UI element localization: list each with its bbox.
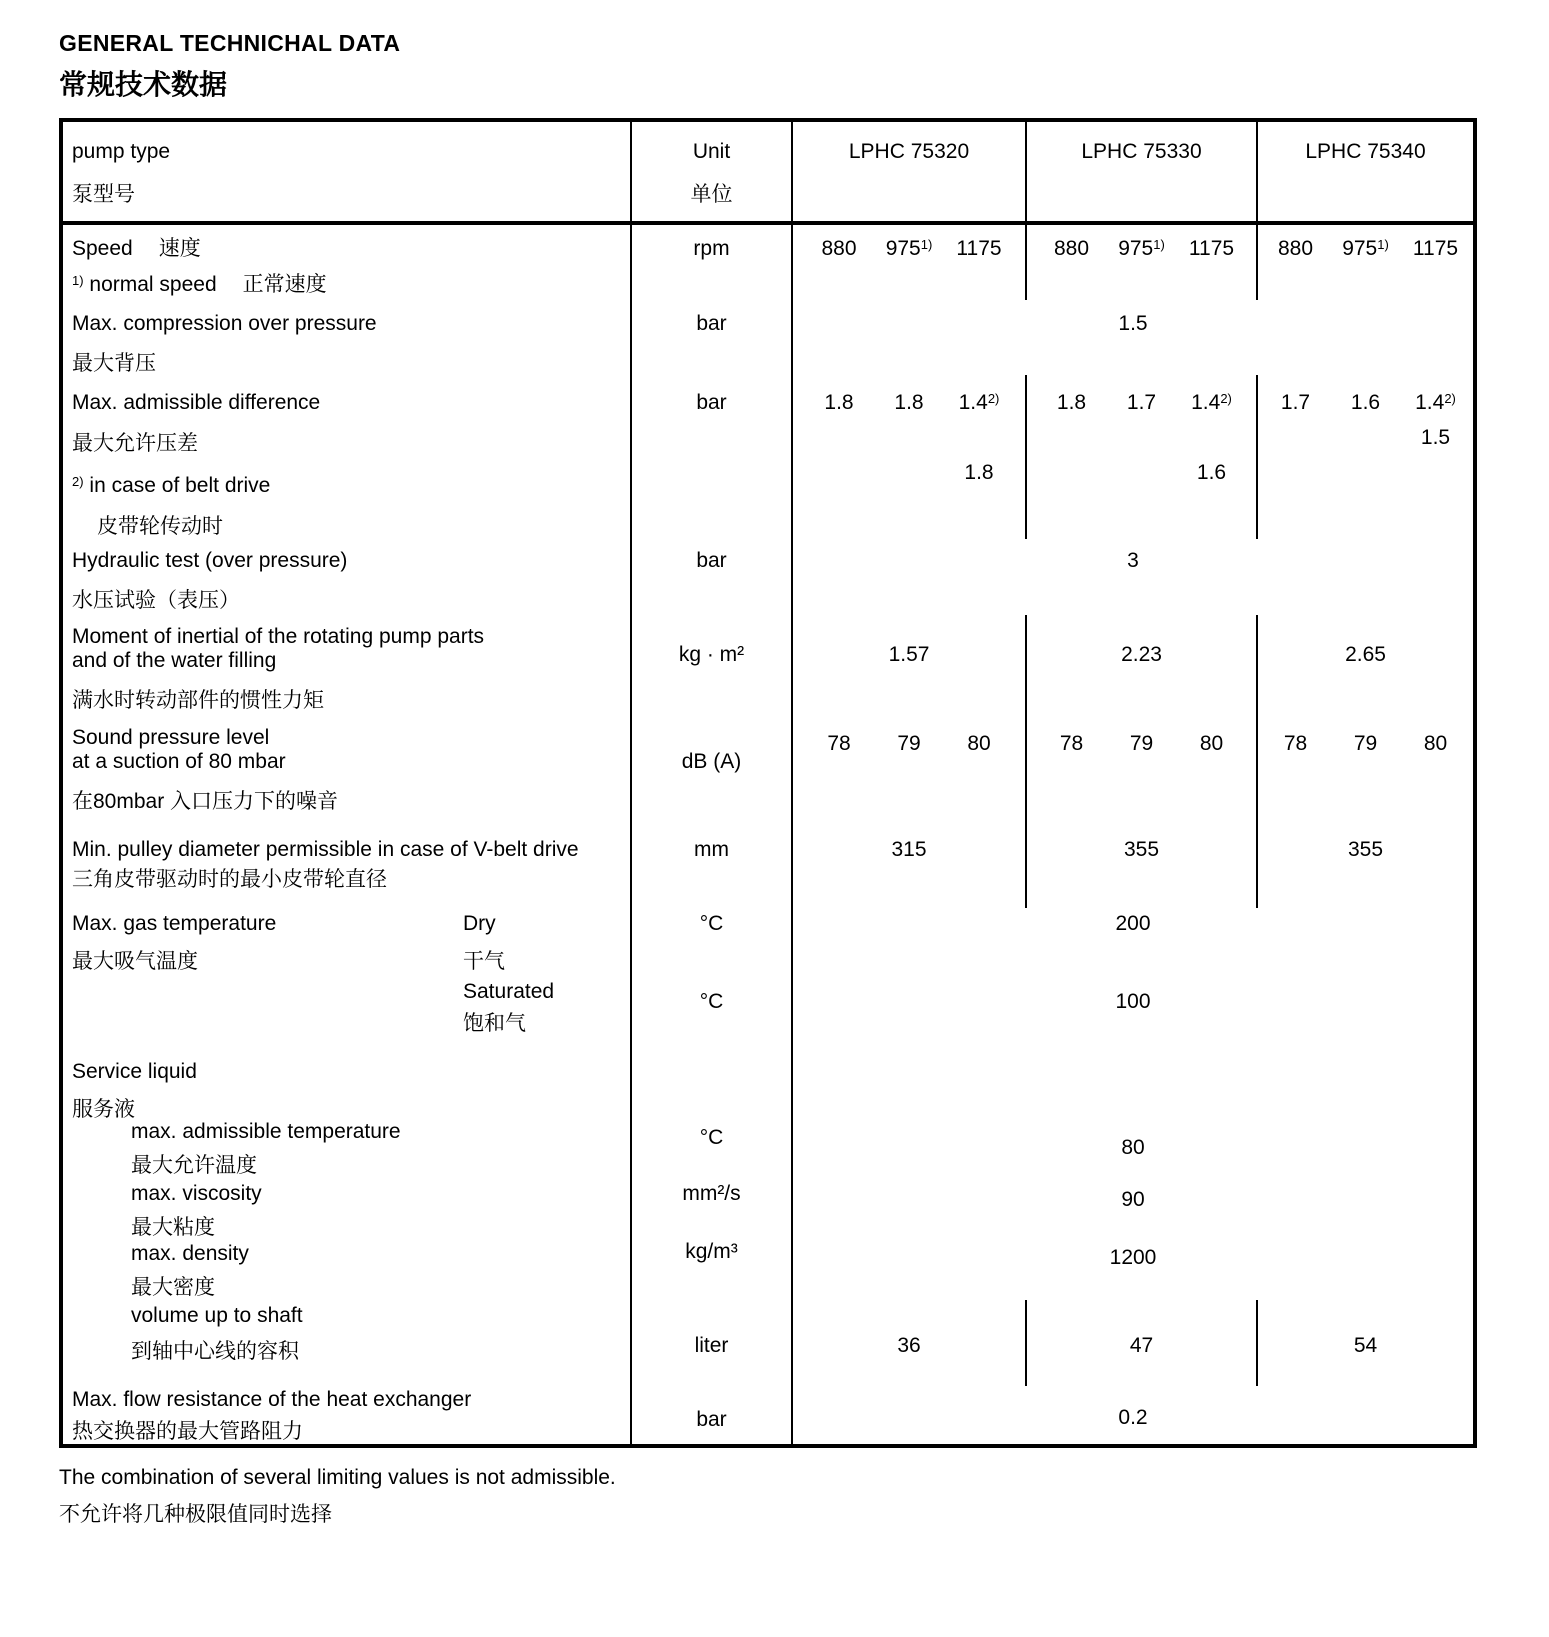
difference-value: 1.8 [1056, 391, 1087, 414]
header-model-3: LPHC 75340 [1256, 122, 1473, 221]
empty-slot [1268, 426, 1324, 450]
sound-value: 79 [1129, 732, 1154, 755]
difference-belt-line [1258, 426, 1473, 450]
speed-label-cell [63, 225, 632, 300]
service-viscosity-label-en: max. viscosity [131, 1182, 262, 1205]
empty-slot [1114, 461, 1170, 485]
sound-value: 79 [1353, 732, 1378, 755]
volume-unit: liter [632, 1300, 793, 1386]
gas-saturated-unit: °C [632, 976, 793, 1052]
difference-triple [1027, 391, 1256, 415]
service-liquid-label-en: Service liquid [72, 1060, 197, 1083]
speed-footnote-en: normal speed [89, 273, 217, 296]
row-hydraulic [63, 535, 1473, 615]
footnote-2-marker: 2) [987, 391, 1000, 406]
row-service-density [63, 1240, 1473, 1300]
compression-label-en: Max. compression over pressure [72, 312, 377, 335]
footer-note-en: The combination of several limiting values is not admissible. [59, 1466, 616, 1489]
difference-value: 1.4 [1191, 391, 1221, 414]
footnote-2-marker: 2) [72, 474, 84, 489]
flow-resistance-value: 0.2 [1118, 1406, 1148, 1429]
gas-dry-label-cell [63, 908, 632, 976]
belt-drive-value: 1.6 [1196, 461, 1227, 484]
pulley-label-cell [63, 820, 632, 908]
page-title-en: GENERAL TECHNICHAL DATA [59, 30, 401, 56]
footer-note-zh: 不允许将几种极限值同时选择 [59, 1503, 332, 1526]
row-flow-resistance [63, 1386, 1473, 1444]
difference-footnote-en: in case of belt drive [89, 474, 271, 497]
difference-value: 1.8 [824, 391, 854, 414]
difference-footnote-zh: 皮带轮传动时 [97, 515, 223, 538]
difference-values-75320 [793, 375, 1025, 539]
volume-value-75330: 47 [1025, 1300, 1256, 1386]
pump-type-label-en: pump type [72, 140, 171, 163]
speed-footnote-line [72, 273, 624, 297]
compression-value: 1.5 [1118, 312, 1148, 335]
row-service-liquid [63, 1052, 1473, 1121]
header-pump-type-cell [63, 122, 632, 221]
gas-temp-label-en: Max. gas temperature [72, 912, 277, 935]
inertia-label-zh: 满水时转动部件的惯性力矩 [72, 689, 324, 712]
row-inertia [63, 615, 1473, 720]
row-gas-dry [63, 908, 1473, 976]
speed-value: 880 [1053, 237, 1090, 260]
sound-triple [1027, 732, 1256, 756]
speed-unit: rpm [632, 225, 793, 300]
row-compression [63, 300, 1473, 375]
service-viscosity-label-zh: 最大粘度 [131, 1216, 215, 1239]
row-service-viscosity [63, 1180, 1473, 1240]
volume-label-zh: 到轴中心线的容积 [131, 1340, 299, 1363]
service-temperature-label-zh: 最大允许温度 [131, 1154, 257, 1177]
sound-value: 78 [827, 732, 851, 755]
difference-value-belt [1184, 391, 1240, 415]
header-model-1: LPHC 75320 [848, 140, 970, 163]
volume-value-75340: 54 [1256, 1300, 1473, 1386]
difference-belt-line [793, 461, 1025, 485]
volume-label-en: volume up to shaft [131, 1304, 303, 1327]
compression-label-zh: 最大背压 [72, 352, 156, 375]
service-liquid-label-cell [63, 1052, 632, 1122]
pulley-value-75330: 355 [1025, 820, 1256, 908]
gas-temp-label-zh: 最大吸气温度 [72, 950, 198, 973]
speed-value-normal [1338, 237, 1394, 261]
footnote-1-marker: 1) [72, 273, 84, 288]
speed-value: 880 [821, 237, 857, 260]
empty-slot [881, 461, 937, 485]
service-density-label-zh: 最大密度 [131, 1276, 215, 1299]
hydraulic-label-cell [63, 535, 632, 615]
footnote-1-marker: 1) [1153, 237, 1165, 252]
empty-slot [811, 461, 867, 485]
speed-values-75340 [1256, 225, 1473, 300]
sound-values-75320 [793, 720, 1025, 820]
sound-label-en2: at a suction of 80 mbar [72, 750, 286, 773]
pulley-label-zh: 三角皮带驱动时的最小皮带轮直径 [72, 868, 387, 891]
sound-value: 78 [1283, 732, 1308, 755]
flow-resistance-label-en: Max. flow resistance of the heat exchanger [72, 1388, 472, 1411]
inertia-unit: kg · m² [632, 615, 793, 720]
footer-note [59, 1466, 616, 1527]
belt-drive-value: 1.5 [1420, 426, 1451, 449]
speed-value-normal [881, 237, 937, 261]
pulley-value-75320: 315 [891, 838, 927, 861]
sound-value: 78 [1059, 732, 1084, 755]
inertia-value-75330: 2.23 [1025, 615, 1256, 720]
hydraulic-label-en: Hydraulic test (over pressure) [72, 549, 348, 572]
sound-label-cell [63, 720, 632, 820]
sound-values-75330 [1025, 720, 1256, 820]
gas-dry-value: 200 [1115, 912, 1151, 935]
speed-triple [1258, 237, 1473, 261]
volume-label-cell [63, 1300, 632, 1386]
inertia-label-en1: Moment of inertial of the rotating pump parts [72, 625, 485, 648]
speed-label-line [72, 237, 624, 261]
service-temperature-label-cell [63, 1118, 632, 1180]
difference-belt-line [1027, 461, 1256, 485]
speed-value: 880 [1277, 237, 1314, 260]
difference-value-belt [951, 391, 1007, 415]
difference-value: 1.4 [1415, 391, 1445, 414]
gas-saturated-sublabel [463, 976, 554, 1036]
row-pulley [63, 820, 1473, 908]
gas-dry-unit: °C [632, 908, 793, 976]
gas-dry-sublabel [463, 908, 505, 974]
unit-label-en: Unit [692, 140, 731, 163]
gas-dry-sublabel-zh: 干气 [463, 950, 505, 973]
inertia-label-en2: and of the water filling [72, 649, 277, 672]
service-temperature-value: 80 [1121, 1136, 1145, 1159]
difference-value: 1.7 [1126, 391, 1157, 414]
sound-unit: dB (A) [632, 720, 793, 820]
speed-footnote-zh: 正常速度 [242, 273, 327, 296]
service-density-label-cell [63, 1240, 632, 1300]
speed-value-normal [1114, 237, 1170, 261]
hydraulic-unit: bar [632, 535, 793, 615]
speed-value: 1175 [1188, 237, 1235, 260]
empty-slot [1338, 426, 1394, 450]
difference-values-75330 [1025, 375, 1256, 539]
technical-data-table [59, 118, 1477, 1448]
difference-label-en: Max. admissible difference [72, 391, 321, 414]
gas-saturated-value: 100 [1115, 990, 1151, 1013]
speed-value: 975 [1118, 237, 1154, 260]
pulley-label-en: Min. pulley diameter permissible in case of V-belt drive [72, 838, 579, 861]
difference-value: 1.6 [1350, 391, 1381, 414]
gas-saturated-sublabel-en: Saturated [463, 980, 555, 1003]
table-header-row [63, 122, 1473, 225]
pulley-value-75340: 355 [1256, 820, 1473, 908]
flow-resistance-unit: bar [632, 1386, 793, 1444]
header-unit-cell [632, 122, 793, 221]
service-temperature-unit: °C [632, 1118, 793, 1180]
difference-unit: bar [632, 375, 793, 539]
sound-value: 79 [897, 732, 921, 755]
sound-value: 80 [1423, 732, 1448, 755]
speed-value: 1175 [1412, 237, 1459, 260]
gas-dry-sublabel-en: Dry [463, 912, 496, 935]
speed-values-75330 [1025, 225, 1256, 300]
sound-triple [793, 732, 1025, 756]
pulley-unit: mm [632, 820, 793, 908]
inertia-value-75320: 1.57 [888, 643, 930, 666]
service-viscosity-unit: mm²/s [632, 1180, 793, 1240]
footnote-1-marker: 1) [920, 237, 933, 252]
row-gas-saturated [63, 976, 1473, 1052]
difference-value: 1.8 [894, 391, 924, 414]
gas-saturated-label-cell [63, 976, 632, 1052]
inertia-label-cell [63, 615, 632, 720]
footnote-2-marker: 2) [1444, 391, 1456, 406]
belt-drive-value: 1.8 [964, 461, 994, 484]
difference-label-cell [63, 375, 632, 539]
row-service-temperature [63, 1118, 1473, 1180]
difference-label-zh: 最大允许压差 [72, 432, 198, 455]
hydraulic-label-zh: 水压试验（表压） [72, 589, 240, 612]
difference-value-belt [1408, 391, 1464, 415]
row-difference [63, 375, 1473, 538]
service-viscosity-value: 90 [1121, 1188, 1145, 1211]
pump-type-label-zh: 泵型号 [72, 183, 135, 206]
speed-triple [1027, 237, 1256, 261]
flow-resistance-label-cell [63, 1386, 632, 1444]
difference-value: 1.4 [958, 391, 988, 414]
service-density-value: 1200 [1109, 1246, 1157, 1269]
difference-footnote-en-line [72, 474, 624, 498]
sound-values-75340 [1256, 720, 1473, 820]
service-liquid-value-cell [793, 1052, 1473, 1122]
sound-value: 80 [967, 732, 991, 755]
service-density-label-en: max. density [131, 1242, 249, 1265]
difference-triple [793, 391, 1025, 415]
compression-label-cell [63, 300, 632, 376]
service-liquid-unit-cell [632, 1052, 793, 1122]
sound-value: 80 [1199, 732, 1224, 755]
speed-triple [793, 237, 1025, 261]
speed-values-75320 [793, 225, 1025, 300]
title-block [59, 30, 400, 103]
difference-triple [1258, 391, 1473, 415]
compression-unit: bar [632, 300, 793, 376]
row-volume [63, 1300, 1473, 1386]
sound-triple [1258, 732, 1473, 756]
service-temperature-label-en: max. admissible temperature [131, 1120, 401, 1143]
speed-label-zh: 速度 [158, 237, 201, 260]
speed-value: 1175 [956, 237, 1002, 260]
difference-values-75340 [1256, 375, 1473, 539]
footnote-1-marker: 1) [1377, 237, 1389, 252]
speed-value: 975 [885, 237, 921, 260]
row-speed [63, 225, 1473, 300]
footnote-2-marker: 2) [1220, 391, 1232, 406]
row-sound [63, 720, 1473, 820]
speed-label-en: Speed [72, 237, 133, 260]
sound-label-en1: Sound pressure level [72, 726, 270, 749]
inertia-value-75340: 2.65 [1256, 615, 1473, 720]
gas-saturated-sublabel-zh: 饱和气 [463, 1012, 526, 1035]
service-viscosity-label-cell [63, 1180, 632, 1240]
sound-label-zh: 在80mbar 入口压力下的噪音 [72, 790, 339, 813]
speed-value: 975 [1342, 237, 1378, 260]
service-liquid-label-zh: 服务液 [72, 1098, 135, 1121]
service-density-unit: kg/m³ [632, 1240, 793, 1300]
flow-resistance-label-zh: 热交换器的最大管路阻力 [72, 1420, 303, 1443]
header-model-2: LPHC 75330 [1025, 122, 1256, 221]
difference-value: 1.7 [1280, 391, 1311, 414]
volume-value-75320: 36 [897, 1334, 921, 1357]
empty-slot [1044, 461, 1100, 485]
page-title-zh: 常规技术数据 [59, 69, 228, 100]
hydraulic-value: 3 [1127, 549, 1139, 572]
unit-label-zh: 单位 [690, 183, 733, 206]
